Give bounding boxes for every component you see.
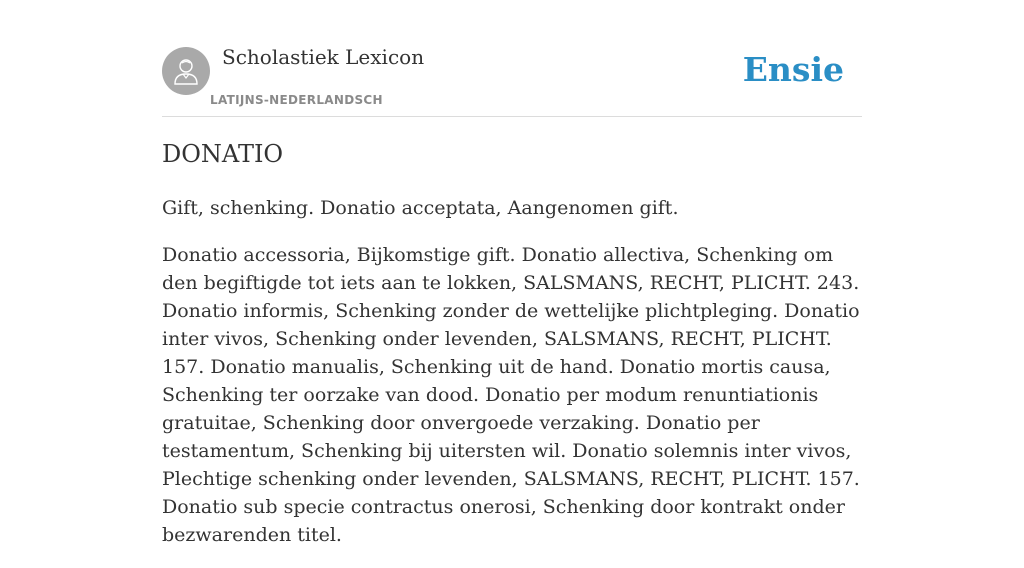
brand-logo[interactable]: Ensie: [742, 50, 844, 89]
header: [162, 0, 862, 117]
definition-paragraph: Donatio accessoria, Bijkomstige gift. Donatio allectiva, Schenking om den begiftigde tot iets aan te lokken, SALSMANS, RECHT, PLICHT. 243. Donatio informis, Schenking zonder de wettelijke plichtpleging. Donatio inter vivos, Schenking onder levenden, SALSMANS, RECHT, PLICHT. 157. Donatio manualis, Schenking uit de hand. Donatio mortis causa, Schenking ter oorzake van dood. Donatio per modum renuntiationis gratuitae, Schenking door onvergoede verzaking. Donatio per testamentum, Schenking bij uitersten wil. Donatio solemnis inter vivos, Plechtige schenking onder levenden, SALSMANS, RECHT, PLICHT. 157. Donatio sub specie contractus onerosi, Schenking door kontrakt onder bezwarenden titel.: [162, 244, 860, 546]
entry-content: [162, 138, 862, 568]
entry-title: DONATIO: [162, 140, 284, 168]
definition-paragraph: Gift, schenking. Donatio acceptata, Aangenomen gift.: [162, 197, 679, 219]
avatar[interactable]: [162, 47, 210, 95]
user-icon: [172, 56, 200, 86]
source-subtitle: LATIJNS-NEDERLANDSCH: [210, 93, 383, 107]
source-title[interactable]: Scholastiek Lexicon: [222, 45, 425, 69]
